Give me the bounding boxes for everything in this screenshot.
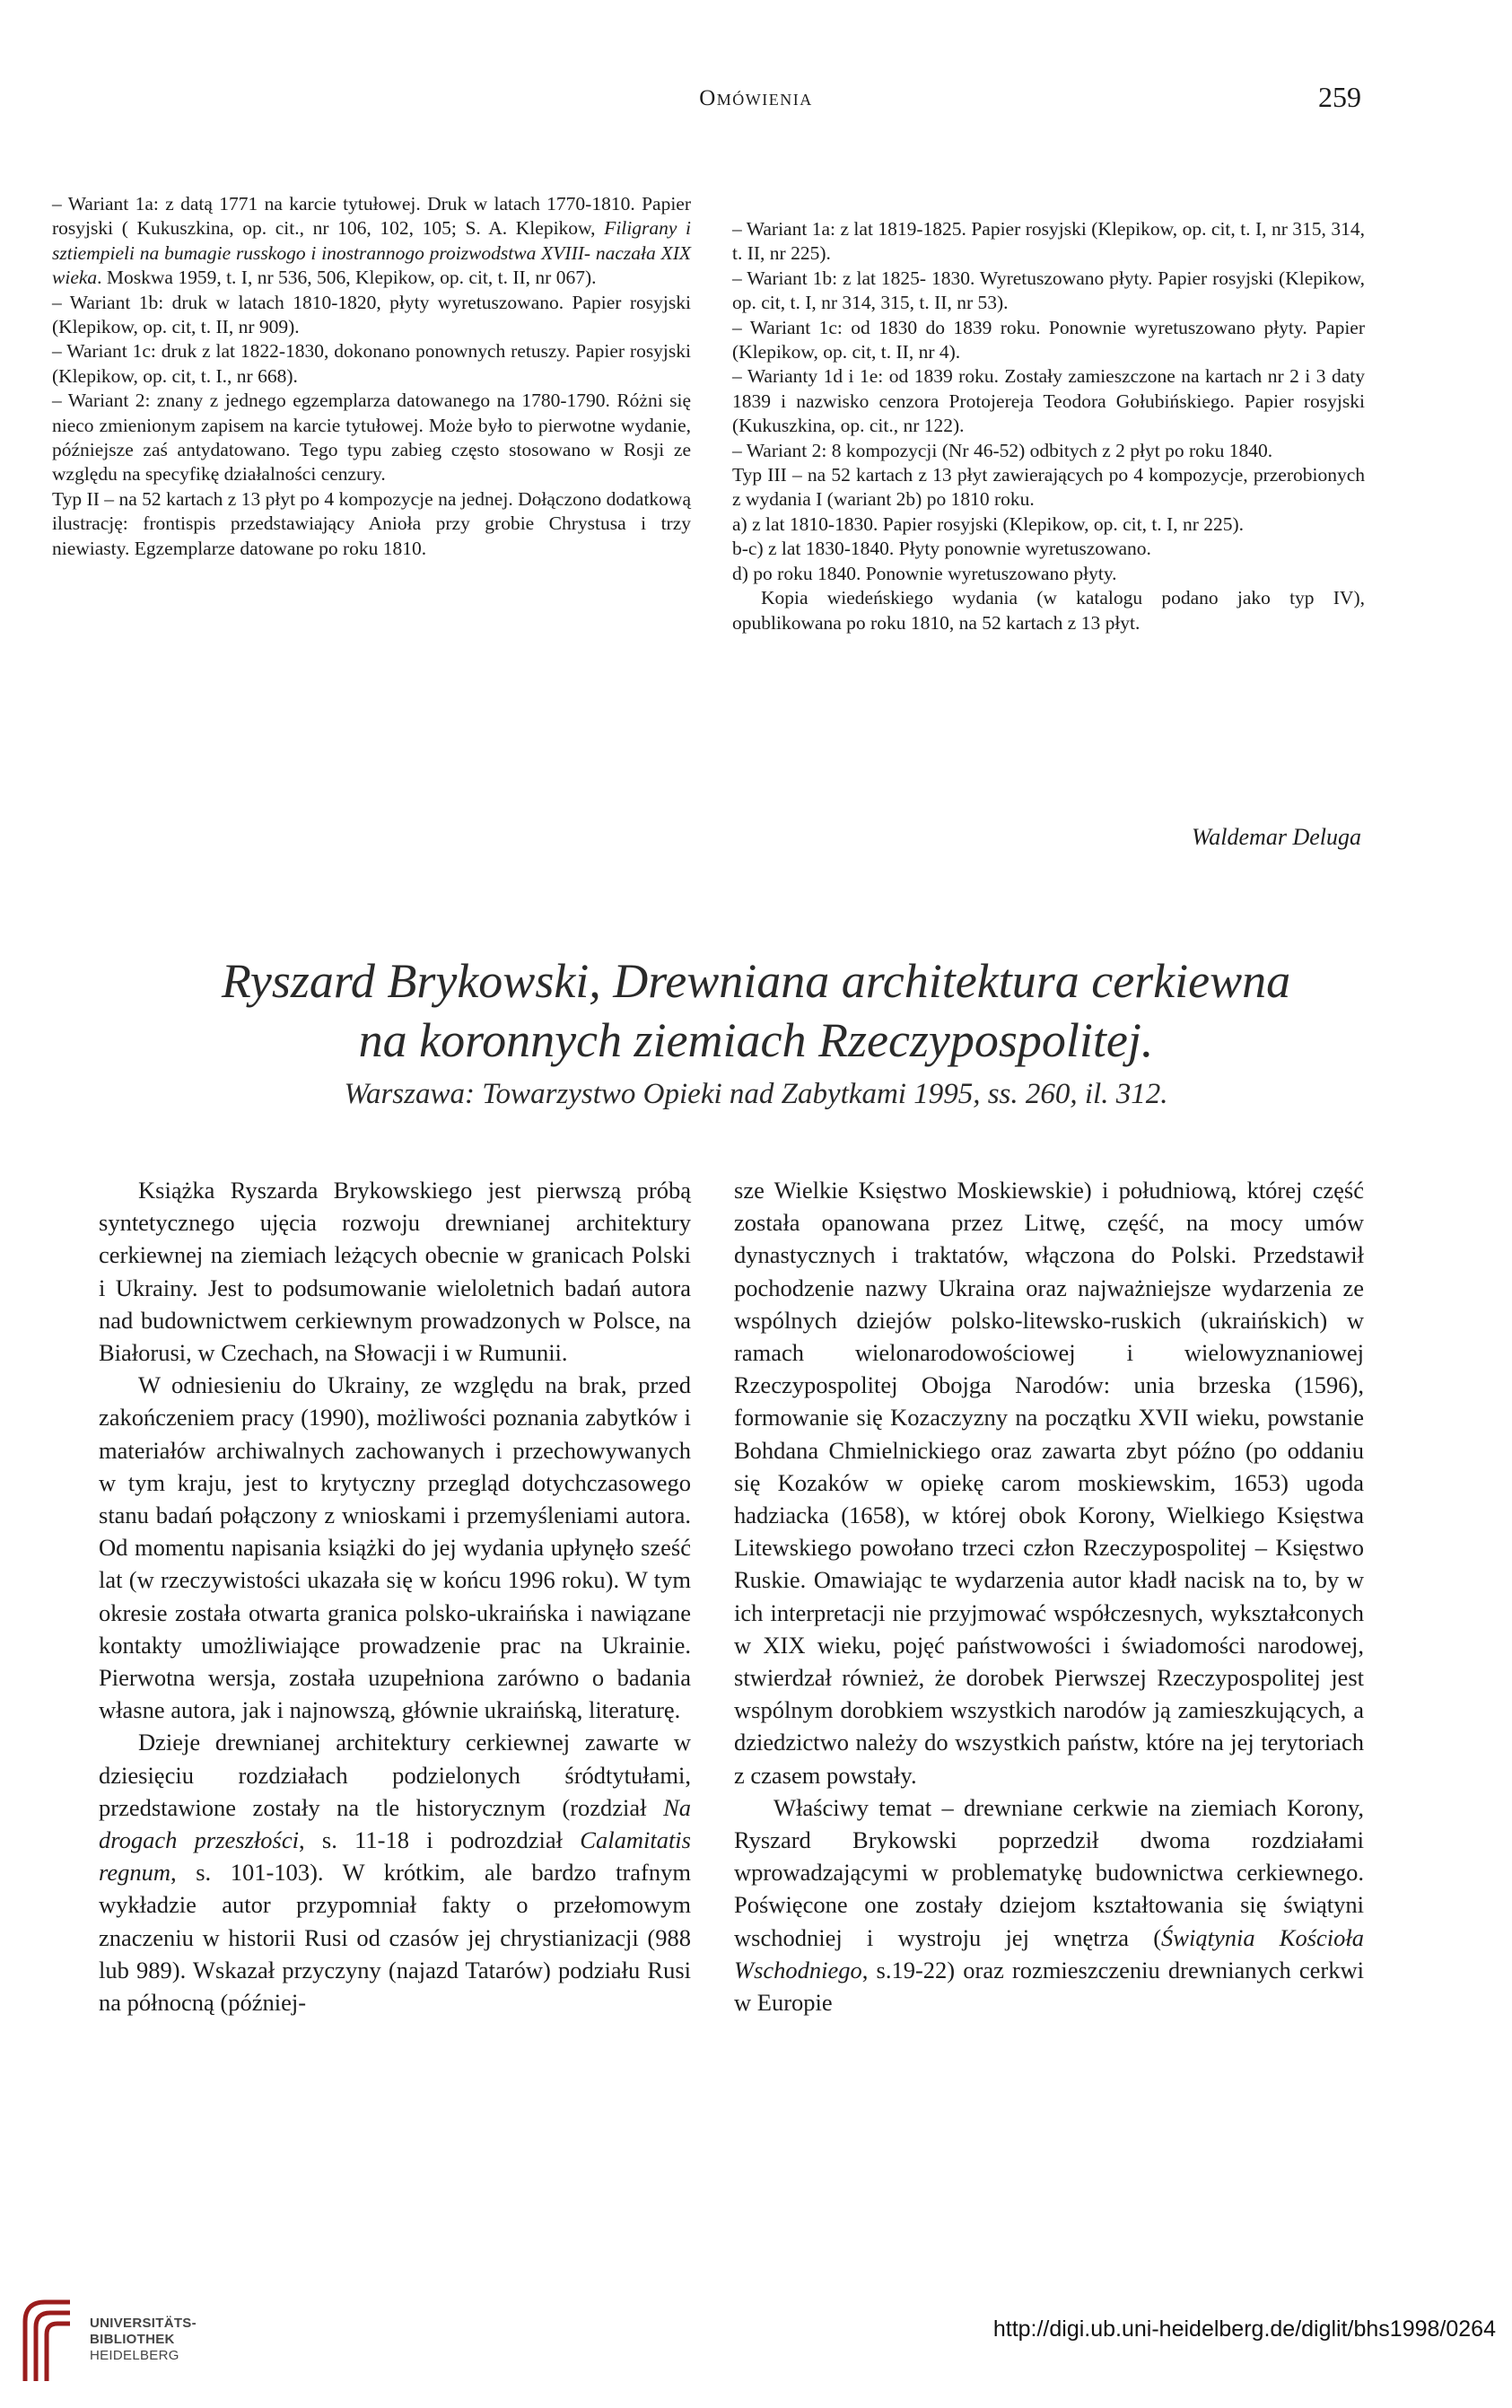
note-text: . Moskwa 1959, t. I, nr 536, 506, Klepikow, op. cit, t. II, nr 067). [97,267,597,289]
notes-left-column [52,192,691,561]
note-paragraph: Typ II – na 52 kartach z 13 płyt po 4 kompozycje na jednej. Dołączono dodatkową ilustrację: frontispis przedstawiający Anioła przy grobie Chrystusa i trzy niewiasty. Egzemplarze datowane po roku 1810. [52,487,691,559]
body-paragraph: W odniesieniu do Ukrainy, ze względu na brak, przed zakończeniem pracy (1990), możliwości poznania zabytków i materiałów archiwalnych zachowanych i przechowywanych w tym kraju, jest to krytyczny przegląd dotychczasowego stanu badań połączony z wnioskami i przemyśleniami autora. Od momentu napisania książki do jej wydania upłynęło sześć lat (w rzeczywistości ukazała się w końcu 1996 roku). W tym okresie została otwarta granica polsko-ukraińska i nawiązane kontakty umożliwiające prowadzenie prac na Ukrainie. Pierwotna wersja, została uzupełniona zarówno o badania własne autora, jak i najnowszą, głównie ukraińską, literaturę. [99,1371,691,1724]
body-paragraph: Książka Ryszarda Brykowskiego jest pierwszą próbą syntetycznego ujęcia rozwoju drewnianej architektury cerkiewnej na ziemiach leżących obecnie w granicach Polski i Ukrainy. Jest to podsumowanie wieloletnich badań autora nad budownictwem cerkiewnym prowadzonych w Polsce, na Białorusi, w Czechach, na Słowacji i w Rumunii. [99,1177,691,1367]
subchapter-title: Calamitatis regnum [99,1826,691,1887]
review-title-line-1: Ryszard Brykowski, Drewniana architektura cerkiewna [221,954,1291,1008]
author-signature: Waldemar Deluga [1192,824,1361,850]
body-text: Właściwy temat – drewniane cerkwie na ziemiach Korony, Ryszard Brykowski poprzedził dwoma rozdziałami wprowadzającymi w problematykę budownictwa cerkiewnego. Poświęcone one zostały dziejom kształtowania się świątyni wschodniej i wystroju jej wnętrza ( [734,1793,1364,1951]
note-paragraph: Typ III – na 52 kartach z 13 płyt zawierających po 4 kompozycje, przerobionych z wydania I (wariant 2b) po 1810 roku. [732,464,1365,511]
note-paragraph: – Warianty 1d i 1e: od 1839 roku. Zostały zamieszczone na kartach nr 2 i 3 daty 1839 i nazwisko cenzora Protojereja Teodora Gołubińskiego. Papier rosyjski (Kukuszkina, op. cit., nr 122). [732,365,1365,437]
body-text: Dzieje drewnianej architektury cerkiewnej zawarte w dziesięciu rozdziałach podzielonych śródtytułami, przedstawione zostały na tle historycznym (rozdział [99,1729,691,1821]
library-name [90,2316,197,2364]
running-title: Omówienia [699,86,813,110]
note-paragraph: – Wariant 2: znany z jednego egzemplarza datowanego na 1780-1790. Różni się nieco zmienionym zapisem na karcie tytułowej. Może było to pierwotne wydanie, późniejsze zaś antydatowano. Tego typu zabieg często stosowano w Rosji ze względu na specyfikę działalności cenzury. [52,390,691,486]
page-header [0,81,1512,122]
note-paragraph: – Wariant 1a: z lat 1819-1825. Papier rosyjski (Klepikow, op. cit, t. I, nr 315, 314, t. II, nr 225). [732,218,1365,265]
source-url-link[interactable]: http://digi.ub.uni-heidelberg.de/diglit/bhs1998/0264 [992,2316,1496,2342]
library-name-line: HEIDELBERG [90,2348,179,2363]
chapter-title: Świątynia Kościoła Wschodniego [734,1923,1365,1983]
body-text: , s.19-22) oraz rozmieszczeniu drewnianych cerkwi w Europie [734,1956,1364,2017]
note-paragraph [52,192,691,291]
chapter-title: Na drogach przeszłości [99,1793,691,1854]
note-paragraph: – Wariant 1c: od 1830 do 1839 roku. Ponownie wyretuszowano płyty. Papier (Klepikow, op. cit, t. II, nr 4). [732,316,1365,363]
library-name-line: BIBLIOTHEK [90,2332,175,2347]
note-paragraph: – Wariant 1c: druk z lat 1822-1830, dokonano ponownych retuszy. Papier rosyjski (Klepikow, op. cit, t. I., nr 668). [52,340,691,387]
note-text: – Wariant 1a: z datą 1771 na karcie tytułowej. Druk w latach 1770-1810. Papier rosyjski ( Kukuszkina, op. cit., nr 106, 102, 105; S. A. Klepikow, [52,193,691,240]
body-right-column [734,1174,1364,2018]
body-text: , s. 101-103). W krótkim, ale bardzo trafnym wykładzie autor przypomniał fakty o przełomowym znaczeniu w historii Rusi od czasów jej chrystianizacji (988 lub 989). Wskazał przyczyny (najazd Tatarów) podziału Rusi na północną (później- [99,1859,691,2017]
body-paragraph [734,1791,1364,2018]
page-number: 259 [1318,81,1361,113]
note-paragraph: – Wariant 2: 8 kompozycji (Nr 46-52) odbitych z 2 płyt po roku 1840. [732,439,1273,461]
note-paragraph: – Wariant 1b: druk w latach 1810-1820, płyty wyretuszowano. Papier rosyjski (Klepikow, op. cit, t. II, nr 909). [52,291,691,338]
note-paragraph: – Wariant 1b: z lat 1825- 1830. Wyretuszowano płyty. Papier rosyjski (Klepikow, op. cit, t. I, nr 314, 315, t. II, nr 53). [732,267,1365,314]
body-paragraph [99,1726,691,2018]
body-text: , s. 11-18 i podrozdział [298,1826,581,1854]
review-title [0,951,1512,1116]
review-publication-info: Warszawa: Towarzystwo Opieki nad Zabytkami 1995, ss. 260, il. 312. [344,1078,1168,1110]
library-logo-icon [20,2295,75,2386]
notes-right-column [732,217,1365,635]
digitization-footer [0,2275,1512,2408]
note-paragraph: b-c) z lat 1830-1840. Płyty ponownie wyretuszowano. [732,538,1151,560]
note-italic-title: Filigrany i sztiempieli na bumagie russkogo i inostrannogo proizwodstwa XVIII- naczała XIX wieka [52,217,692,289]
review-title-line-2: na koronnych ziemiach Rzeczypospolitej. [358,1013,1154,1067]
note-paragraph: d) po roku 1840. Ponownie wyretuszowano płyty. [732,562,1117,584]
body-left-column [99,1174,691,2018]
body-paragraph: sze Wielkie Księstwo Moskiewskie) i południową, której część została opanowana przez Litwę, część, na mocy umów dynastycznych i traktatów, włączona do Polski. Przedstawił pochodzenie nazwy Ukraina oraz najważniejsze wydarzenia ze wspólnych dziejów polsko-litewsko-ruskich (ukraińskich) w ramach wielonarodowościowej i wielowyznaniowej Rzeczypospolitej Obojga Narodów: unia brzeska (1596), formowanie się Kozaczyzny na początku XVII wieku, powstanie Bohdana Chmielnickiego oraz zawarta zbyt późno (po oddaniu się Kozaków w opiekę carom moskiewskim, 1653) ugoda hadziacka (1658), w której obok Korony, Wielkiego Księstwa Litewskiego powołano trzeci człon Rzeczypospolitej – Księstwo Ruskie. Omawiając te wydarzenia autor kładł nacisk na to, by w ich interpretacji nie przyjmować współczesnych, wykształconych w XIX wieku, pojęć państwowości i świadomości narodowej, stwierdzał również, że dorobek Pierwszej Rzeczypospolitej jest wspólnym dorobkiem wszystkich narodów ją zamieszkujących, a dziedzictwo należy do wszystkich państw, które na jej terytoriach z czasem powstały. [734,1177,1364,1789]
library-name-line: UNIVERSITÄTS- [90,2316,197,2331]
note-paragraph: a) z lat 1810-1830. Papier rosyjski (Klepikow, op. cit, t. I, nr 225). [732,512,1245,535]
note-paragraph: Kopia wiedeńskiego wydania (w katalogu podano jako typ IV), opublikowana po roku 1810, na 52 kartach z 13 płyt. [732,587,1365,634]
